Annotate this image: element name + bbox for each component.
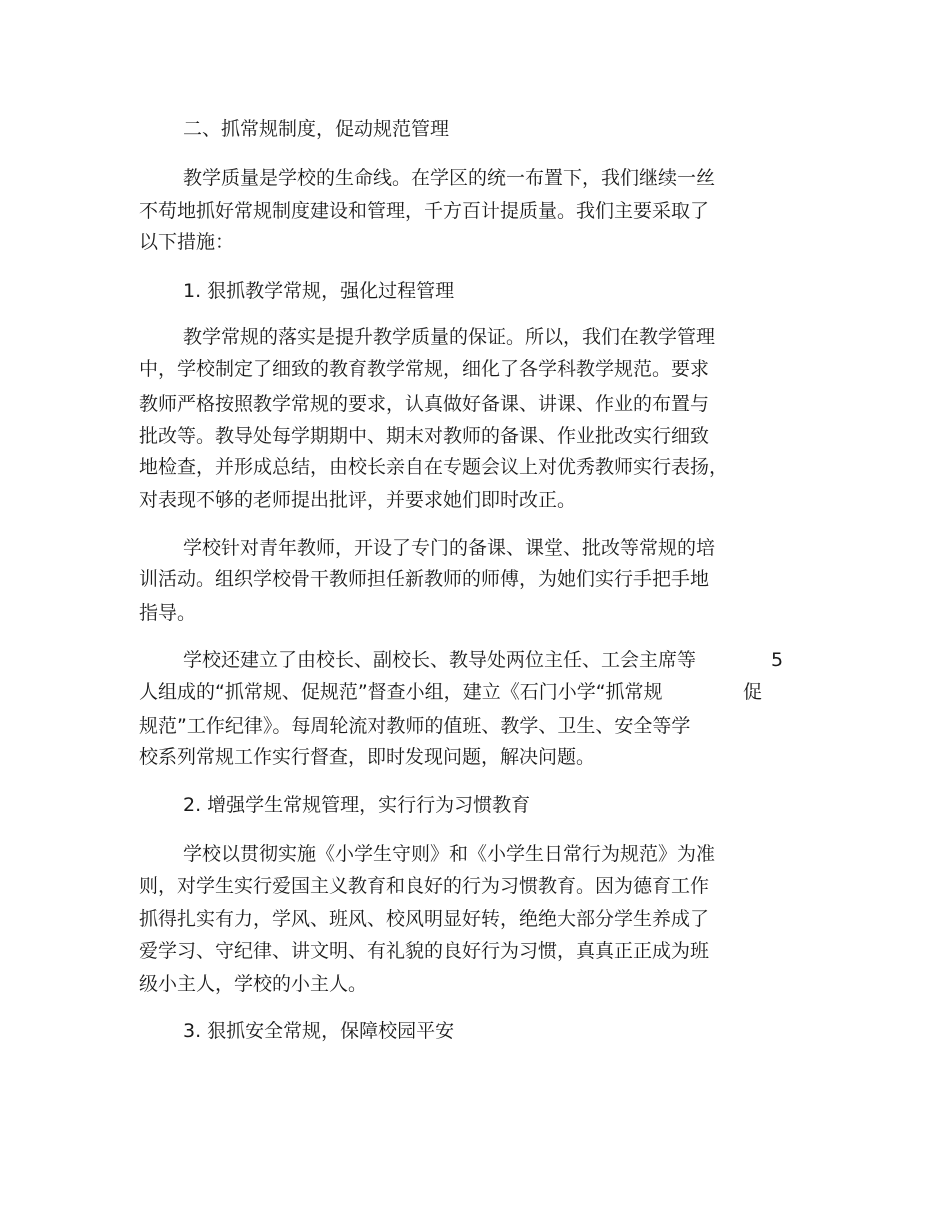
item2-para-line-3: 抓得扎实有力，学风、班风、校风明显好转，绝绝大部分学生养成了: [139, 908, 710, 930]
intro-line-3: 以下措施：: [139, 231, 235, 253]
item2-para-line-2: 则，对学生实行爱国主义教育和良好的行为习惯教育。因为德育工作: [139, 875, 710, 897]
item1-para1-line-2: 中，学校制定了细致的教育教学常规，细化了各学科教学规范。要求: [139, 358, 710, 380]
intro-line-1: 教学质量是学校的生命线。在学区的统一布置下，我们继续一丝: [183, 167, 716, 189]
item1-para3-line-1: 学校还建立了由校长、副校长、教导处两位主任、工会主席等: [183, 649, 697, 671]
item1-para1-line-3: 教师严格按照教学常规的要求，认真做好备课、讲课、作业的布置与: [139, 393, 710, 415]
item3-heading: 3. 狠抓安全常规，保障校园平安: [183, 1020, 455, 1042]
item2-heading: 2. 增强学生常规管理，实行行为习惯教育: [183, 794, 531, 816]
item1-para3-side-char: 促: [743, 681, 763, 703]
item1-heading: 1. 狠抓教学常规，强化过程管理: [183, 280, 455, 302]
item1-para2-line-1: 学校针对青年教师，开设了专门的备课、课堂、批改等常规的培: [183, 537, 716, 559]
item1-para3-side-number: 5: [771, 649, 784, 671]
item2-para-line-5: 级小主人，学校的小主人。: [139, 973, 368, 995]
intro-line-2: 不苟地抓好常规制度建设和管理，千方百计提质量。我们主要采取了: [139, 200, 710, 222]
item1-para2-line-3: 指导。: [139, 602, 197, 624]
item1-para2-line-2: 训活动。组织学校骨干教师担任新教师的师傅，为她们实行手把手地: [139, 568, 710, 590]
item1-para1-line-1: 教学常规的落实是提升教学质量的保证。所以，我们在教学管理: [183, 326, 716, 348]
section-heading: 二、抓常规制度，促动规范管理: [183, 118, 450, 140]
item2-para-line-4: 爱学习、守纪律、讲文明、有礼貌的良好行为习惯，真真正正成为班: [139, 940, 710, 962]
item1-para3-line-4: 校系列常规工作实行督查，即时发现问题，解决问题。: [139, 746, 596, 768]
item1-para1-line-5: 地检查，并形成总结，由校长亲自在专题会议上对优秀教师实行表扬，: [139, 456, 729, 478]
item1-para1-line-6: 对表现不够的老师提出批评，并要求她们即时改正。: [139, 489, 577, 511]
item1-para3-line-3: 规范”工作纪律》。每周轮流对教师的值班、教学、卫生、安全等学: [139, 715, 691, 737]
item2-para-line-1: 学校以贯彻实施《小学生守则》和《小学生日常行为规范》为准: [183, 843, 716, 865]
item1-para1-line-4: 批改等。教导处每学期期中、期末对教师的备课、作业批改实行细致: [139, 425, 710, 447]
item1-para3-line-2: 人组成的“抓常规、促规范”督查小组，建立《石门小学“抓常规: [139, 681, 663, 703]
